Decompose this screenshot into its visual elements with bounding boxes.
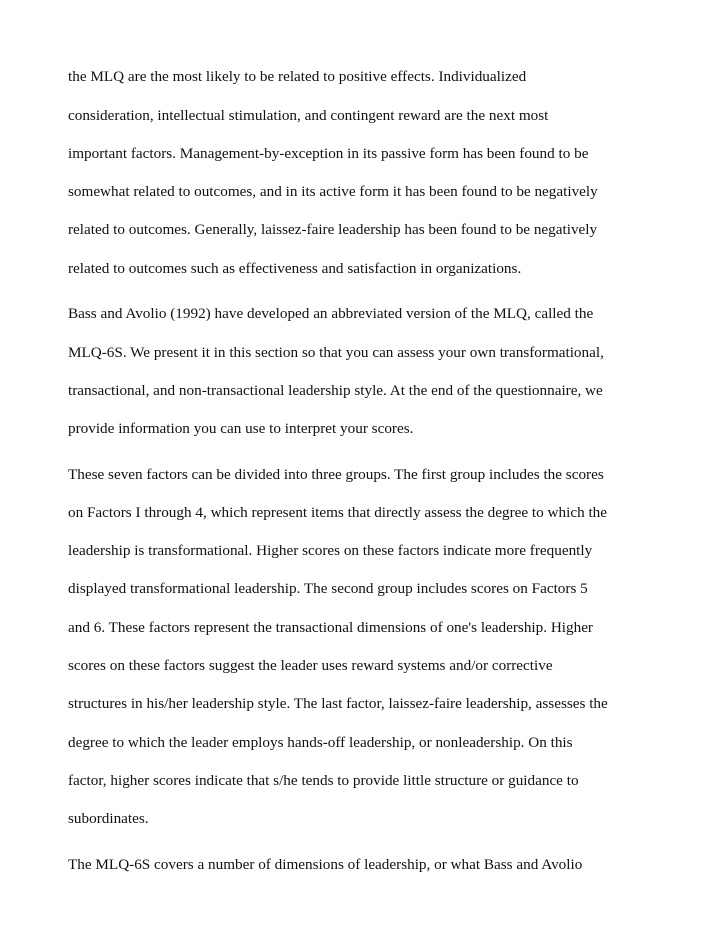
text-line: Bass and Avolio (1992) have developed an abbreviated version of the MLQ, called the: [68, 305, 594, 322]
text-line: transactional, and non-transactional leadership style. At the end of the questionnaire, we: [68, 382, 603, 399]
text-line: scores on these factors suggest the leader uses reward systems and/or corrective: [68, 657, 553, 674]
text-line: displayed transformational leadership. The second group includes scores on Factors 5: [68, 580, 588, 597]
text-line: degree to which the leader employs hands-off leadership, or nonleadership. On this: [68, 734, 573, 751]
text-line: important factors. Management-by-exception in its passive form has been found to be: [68, 145, 589, 162]
text-line: MLQ-6S. We present it in this section so that you can assess your own transformational,: [68, 344, 604, 361]
text-line: structures in his/her leadership style. The last factor, laissez-faire leadership, assesses the: [68, 695, 608, 712]
text-line: and 6. These factors represent the transactional dimensions of one's leadership. Higher: [68, 619, 593, 636]
text-line: leadership is transformational. Higher scores on these factors indicate more frequently: [68, 542, 593, 559]
text-line: related to outcomes such as effectiveness and satisfaction in organizations.: [68, 260, 522, 277]
text-line: subordinates.: [68, 810, 149, 827]
text-line: somewhat related to outcomes, and in its active form it has been found to be negatively: [68, 183, 598, 200]
text-line: These seven factors can be divided into three groups. The first group includes the scores: [68, 466, 604, 483]
text-line: factor, higher scores indicate that s/he tends to provide little structure or guidance to: [68, 772, 579, 789]
text-line: The MLQ-6S covers a number of dimensions of leadership, or what Bass and Avolio: [68, 856, 583, 873]
text-line: the MLQ are the most likely to be related to positive effects. Individualized: [68, 68, 527, 85]
text-line: on Factors I through 4, which represent items that directly assess the degree to which the: [68, 504, 608, 521]
text-line: consideration, intellectual stimulation, and contingent reward are the next most: [68, 107, 549, 124]
text-line: related to outcomes. Generally, laissez-faire leadership has been found to be negatively: [68, 221, 598, 238]
text-line: provide information you can use to interpret your scores.: [68, 420, 414, 437]
